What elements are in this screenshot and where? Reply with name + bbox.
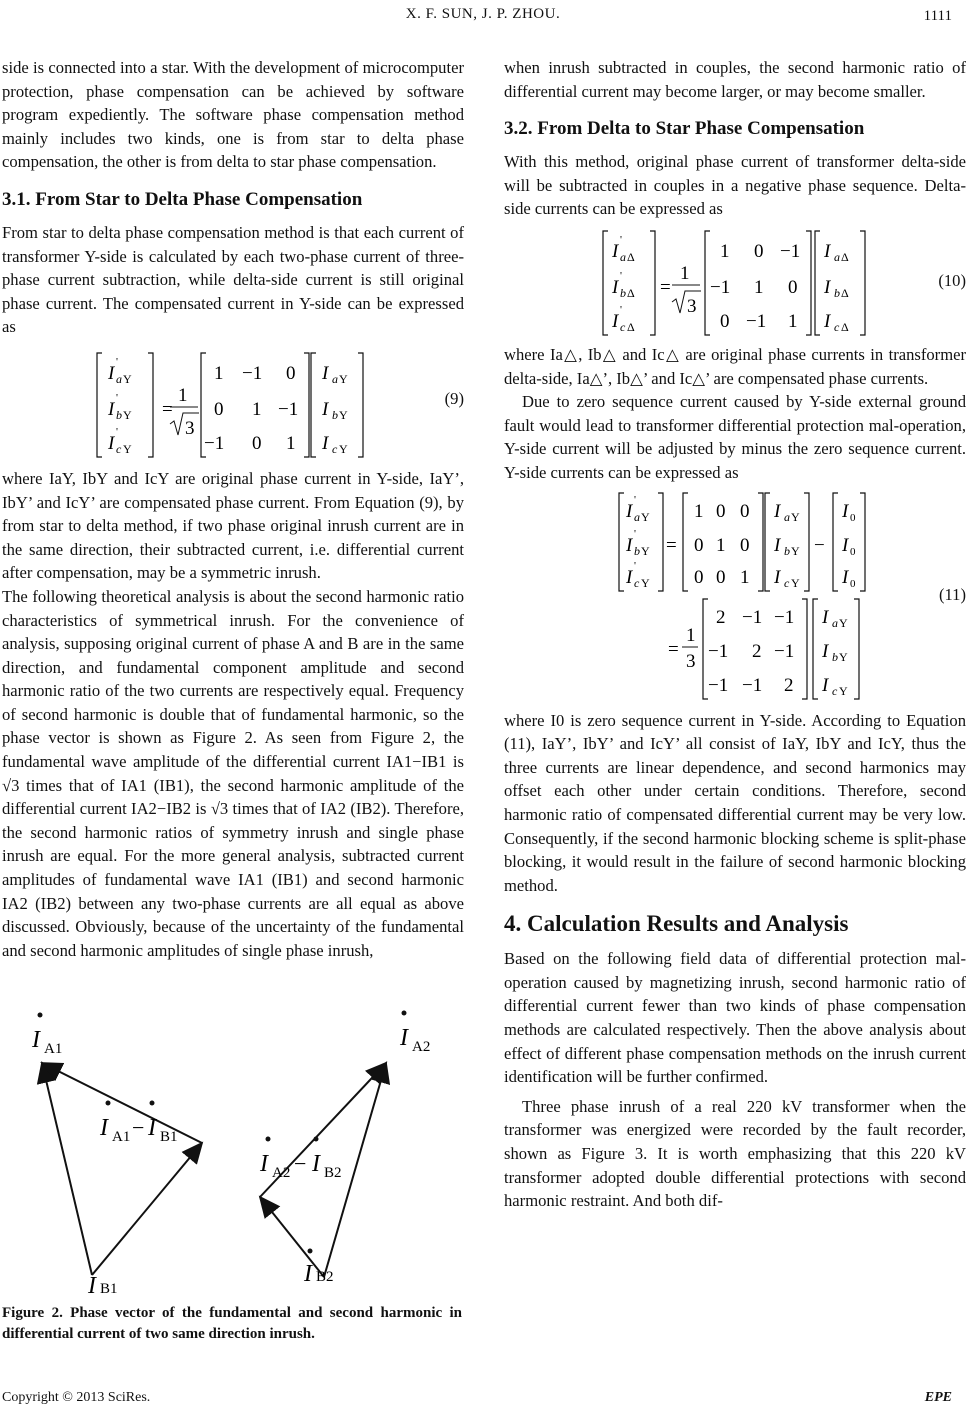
phase-vector-diagram: [2, 925, 464, 1295]
svg-text:': ': [116, 391, 118, 404]
svg-text:a: a: [784, 509, 790, 524]
svg-text:a: a: [634, 509, 640, 524]
svg-text:I: I: [108, 432, 115, 454]
svg-text:−1: −1: [774, 640, 795, 662]
svg-text:0: 0: [214, 398, 224, 420]
svg-text:1: 1: [788, 310, 798, 332]
equation-10-body: [504, 221, 904, 343]
svg-text:1: 1: [694, 500, 704, 522]
fundamental-vectors: [31, 1013, 202, 1296]
equation-10: [504, 221, 966, 343]
svg-text:Y: Y: [641, 575, 650, 590]
svg-text:Y: Y: [839, 649, 848, 664]
label-ib2: I: [304, 1261, 312, 1287]
svg-text:1: 1: [720, 240, 730, 262]
right-para-1: when inrush subtracted in couples, the second harmonic ratio of differential current may become larger, or may become smaller.: [504, 58, 966, 101]
svg-text:I: I: [108, 362, 115, 384]
svg-text:': ': [116, 425, 118, 438]
svg-text:−1: −1: [242, 362, 263, 384]
svg-text:a: a: [832, 615, 838, 630]
svg-text:': ': [620, 269, 622, 282]
label-ia2: I: [400, 1025, 408, 1051]
svg-text:I: I: [148, 1115, 156, 1141]
svg-text:Y: Y: [339, 407, 348, 422]
svg-text:I: I: [322, 362, 329, 384]
svg-text:I: I: [824, 276, 831, 298]
svg-text:c: c: [620, 319, 626, 334]
svg-text:b: b: [116, 407, 122, 422]
svg-text:I: I: [612, 276, 619, 298]
svg-text:I: I: [822, 606, 829, 628]
label-ia2-sub: A2: [412, 1039, 431, 1055]
svg-text:1: 1: [754, 276, 764, 298]
svg-text:I: I: [312, 1151, 320, 1177]
svg-text:I: I: [108, 398, 115, 420]
left-para-3: where IaY, IbY and IcY are original phase current in Y-side, IaY’, IbY’ and IcY’ are compensated phase current. From Equation (9), by from star to delta method, if two phase original inrush current are in the same direction, their subtracted current, i.e. differential current after compensation, may be a symmetric inrush.: [2, 468, 464, 583]
svg-text:Y: Y: [791, 543, 800, 558]
svg-text:0: 0: [788, 276, 798, 298]
svg-text:I: I: [822, 640, 829, 662]
svg-text:I: I: [774, 534, 781, 556]
running-title: X. F. SUN, J. P. ZHOU.: [405, 6, 561, 22]
figure-2-caption: Figure 2. Phase vector of the fundamental and second harmonic in differential current of two same direction inrush.: [2, 1305, 462, 1342]
right-para-2: With this method, original phase current of transformer delta-side will be subtracted in couples in a negative phase sequence. Delta-side currents can be expressed as: [504, 152, 966, 219]
svg-text:': ': [634, 493, 636, 506]
svg-text:': ': [116, 355, 118, 368]
svg-text:c: c: [784, 575, 790, 590]
label-diff-2-b: B2: [324, 1165, 342, 1181]
svg-text:Y: Y: [641, 543, 650, 558]
right-para-6: Based on the following field data of differential protection mal-operation caused by magnetizing inrush, second harmonic ratio of differential current fewer than two kinds of phase compensation methods are calculated respectively. Then the above analysis about effect of different phase compensation methods on the inrush current identification will be further confirmed.: [504, 949, 966, 1087]
label-diff-2: I: [260, 1151, 268, 1177]
svg-text:Y: Y: [791, 575, 800, 590]
svg-text:I: I: [626, 566, 633, 588]
svg-text:1: 1: [252, 398, 262, 420]
svg-text:0: 0: [694, 566, 704, 588]
svg-text:−1: −1: [204, 432, 225, 454]
svg-text:a: a: [834, 249, 840, 264]
figure-2: [2, 925, 464, 1295]
svg-text:a: a: [332, 371, 338, 386]
svg-text:1: 1: [286, 432, 296, 454]
left-para-1: side is connected into a star. With the development of microcomputer protection, phase compensation can be achieved by software program expediently. The software phase compensation method mainly includes two kinds, one is from star to delta phase compensation, the other is from delta to star phase compensation.: [2, 58, 464, 172]
svg-text:b: b: [634, 543, 640, 558]
svg-text:0: 0: [252, 432, 262, 454]
svg-text:I: I: [824, 240, 831, 262]
svg-text:I: I: [626, 500, 633, 522]
svg-text:c: c: [634, 575, 640, 590]
svg-text:−1: −1: [780, 240, 801, 262]
svg-text:1: 1: [178, 384, 188, 406]
svg-text:a: a: [116, 371, 122, 386]
label-diff-1-a: A1: [112, 1129, 131, 1145]
svg-text:−1: −1: [710, 276, 731, 298]
svg-text:0: 0: [694, 534, 704, 556]
equation-11-body: [504, 485, 904, 709]
equation-9-number: (9): [444, 388, 464, 408]
svg-text:0: 0: [286, 362, 296, 384]
svg-text:1: 1: [716, 534, 726, 556]
svg-text:1: 1: [686, 624, 696, 646]
left-column: [2, 56, 464, 962]
page-number: 1111: [923, 8, 952, 24]
svg-text:b: b: [832, 649, 838, 664]
svg-text:Δ: Δ: [627, 285, 635, 300]
svg-text:Y: Y: [791, 509, 800, 524]
svg-text:−: −: [132, 1115, 145, 1140]
svg-text:0: 0: [716, 566, 726, 588]
svg-text:0: 0: [720, 310, 730, 332]
svg-text:I: I: [612, 310, 619, 332]
svg-text:c: c: [832, 683, 838, 698]
svg-text:I: I: [322, 432, 329, 454]
svg-text:': ': [620, 233, 622, 246]
svg-text:Δ: Δ: [627, 319, 635, 334]
svg-text:0: 0: [740, 500, 750, 522]
svg-text:=: =: [666, 534, 677, 556]
svg-text:−: −: [814, 534, 825, 556]
equation-11-number: (11): [938, 584, 966, 604]
svg-text:−1: −1: [278, 398, 299, 420]
svg-text:0: 0: [754, 240, 764, 262]
svg-text:3: 3: [185, 417, 195, 439]
equation-11: [504, 485, 966, 709]
svg-text:': ': [634, 559, 636, 572]
right-para-3: where Ia△, Ib△ and Ic△ are original phase currents in transformer delta-side, Ia△’, Ib△’ and Ic△’ are compensated phase currents.: [504, 344, 966, 388]
svg-text:Y: Y: [839, 615, 848, 630]
heading-3-2: 3.2. From Delta to Star Phase Compensation: [504, 118, 865, 140]
svg-text:−1: −1: [708, 640, 729, 662]
svg-text:I: I: [612, 240, 619, 262]
svg-text:b: b: [834, 285, 840, 300]
svg-text:I: I: [774, 566, 781, 588]
label-ia1: I: [32, 1027, 40, 1053]
second-harmonic-vectors: [259, 1011, 430, 1288]
svg-text:Δ: Δ: [841, 249, 849, 264]
svg-text:0: 0: [716, 500, 726, 522]
heading-3-1: 3.1. From Star to Delta Phase Compensation: [2, 188, 363, 210]
label-diff-1: I: [100, 1115, 108, 1141]
right-para-7: Three phase inrush of a real 220 kV transformer when the transformer was energized were recorded by the fault recorder, shown as Figure 3. It is worth emphasizing that this 220 kV transformer adopted double differential protections with second harmonic restraint. And both dif-: [504, 1096, 966, 1211]
svg-text:0: 0: [850, 577, 856, 590]
svg-text:2: 2: [784, 674, 794, 696]
svg-text:I: I: [842, 566, 849, 588]
svg-text:Y: Y: [123, 407, 132, 422]
svg-text:−1: −1: [774, 606, 795, 628]
svg-text:b: b: [784, 543, 790, 558]
svg-text:Δ: Δ: [627, 249, 635, 264]
equation-9-body: [2, 339, 402, 467]
label-diff-2-a: A2: [272, 1165, 291, 1181]
label-ib1: I: [88, 1273, 96, 1295]
label-ia1-sub: A1: [44, 1041, 63, 1057]
svg-text:2: 2: [716, 606, 726, 628]
label-diff-1-b: B1: [160, 1129, 178, 1145]
svg-text:c: c: [116, 441, 122, 456]
svg-text:b: b: [332, 407, 338, 422]
svg-text:1: 1: [740, 566, 750, 588]
svg-text:Y: Y: [641, 509, 650, 524]
svg-text:I: I: [774, 500, 781, 522]
svg-text:=: =: [668, 638, 679, 660]
svg-text:I: I: [626, 534, 633, 556]
svg-text:=: =: [660, 276, 671, 298]
left-para-4: The following theoretical analysis is about the second harmonic ratio characteristics of symmetrical inrush. For the convenience of analysis, supposing original current of phase A and B are in the same direction, and fundamental component amplitude and second harmonic ratio of the two currents are respectively equal. Frequency of second harmonic is double that of fundamental harmonic, so the phase vector is shown as Figure 2. As seen from Figure 2, the fundamental wave amplitude of the differential current IA1−IB1 is √3 times that of IA1 (IB1), the second harmonic amplitude of the differential current IA2−IB2 is √3 times that of IA2 (IB2). Therefore, the second harmonic ratios of symmetry inrush and single phase inrush are equal. For the more general analysis, subtracted current amplitudes of fundamental wave IA1 (IB1) and second harmonic IA2 (IB2) between any two-phase currents are all equal as above discussed. Obviously, because of the uncertainty of the fundamental and second harmonic amplitudes of single phase inrush,: [2, 586, 464, 960]
right-para-4: Due to zero sequence current caused by Y-side external ground fault would lead to transformer differential protection mal-operation, Y-side current will be adjusted by minus the zero sequence current. Y-side currents can be expressed as: [504, 392, 966, 482]
svg-text:0: 0: [850, 511, 856, 524]
journal-abbrev: EPE: [924, 1390, 952, 1405]
svg-text:I: I: [322, 398, 329, 420]
left-para-2: From star to delta phase compensation method is that each current of transformer Y-side is calculated by each two-phase current of three-phase current subtraction, while delta-side current is still original phase current. The compensated current in Y-side can be expressed as: [2, 222, 464, 337]
equation-10-number: (10): [938, 270, 966, 290]
svg-text:I: I: [842, 500, 849, 522]
equation-9: [2, 339, 464, 467]
copyright: Copyright © 2013 SciRes.: [2, 1390, 151, 1405]
svg-text:1: 1: [680, 262, 690, 284]
svg-text:−1: −1: [708, 674, 729, 696]
label-ib2-sub: B2: [316, 1269, 334, 1285]
svg-text:Y: Y: [123, 441, 132, 456]
svg-text:3: 3: [686, 650, 696, 672]
svg-text:=: =: [162, 398, 173, 420]
svg-text:Y: Y: [123, 371, 132, 386]
svg-text:': ': [620, 303, 622, 316]
svg-text:−: −: [294, 1151, 307, 1176]
right-para-5: where I0 is zero sequence current in Y-side. According to Equation (11), IaY’, IbY’ and IcY’ all consist of IaY, IbY and IcY, thus the three currents are linear dependence, and second harmonics may offset each other under certain conditions. Therefore, second harmonic ratio of compensated differential current may be very low. Consequently, if the second harmonic blocking scheme is split-phase blocking, it would result in the failure of second harmonic blocking method.: [504, 710, 966, 895]
svg-text:I: I: [822, 674, 829, 696]
right-column: [504, 56, 966, 1213]
svg-text:Δ: Δ: [841, 285, 849, 300]
svg-text:Y: Y: [339, 441, 348, 456]
svg-text:Y: Y: [839, 683, 848, 698]
svg-text:1: 1: [214, 362, 224, 384]
svg-text:−1: −1: [742, 674, 763, 696]
svg-text:2: 2: [752, 640, 762, 662]
svg-text:Y: Y: [339, 371, 348, 386]
svg-text:c: c: [834, 319, 840, 334]
svg-text:c: c: [332, 441, 338, 456]
label-ib1-sub: B1: [100, 1281, 118, 1295]
svg-text:0: 0: [850, 545, 856, 558]
svg-text:−1: −1: [746, 310, 767, 332]
svg-text:': ': [634, 527, 636, 540]
svg-text:I: I: [824, 310, 831, 332]
svg-text:a: a: [620, 249, 626, 264]
svg-text:0: 0: [740, 534, 750, 556]
svg-text:I: I: [842, 534, 849, 556]
heading-4: 4. Calculation Results and Analysis: [504, 911, 849, 937]
svg-text:b: b: [620, 285, 626, 300]
svg-text:−1: −1: [742, 606, 763, 628]
svg-text:Δ: Δ: [841, 319, 849, 334]
svg-text:3: 3: [687, 295, 697, 317]
